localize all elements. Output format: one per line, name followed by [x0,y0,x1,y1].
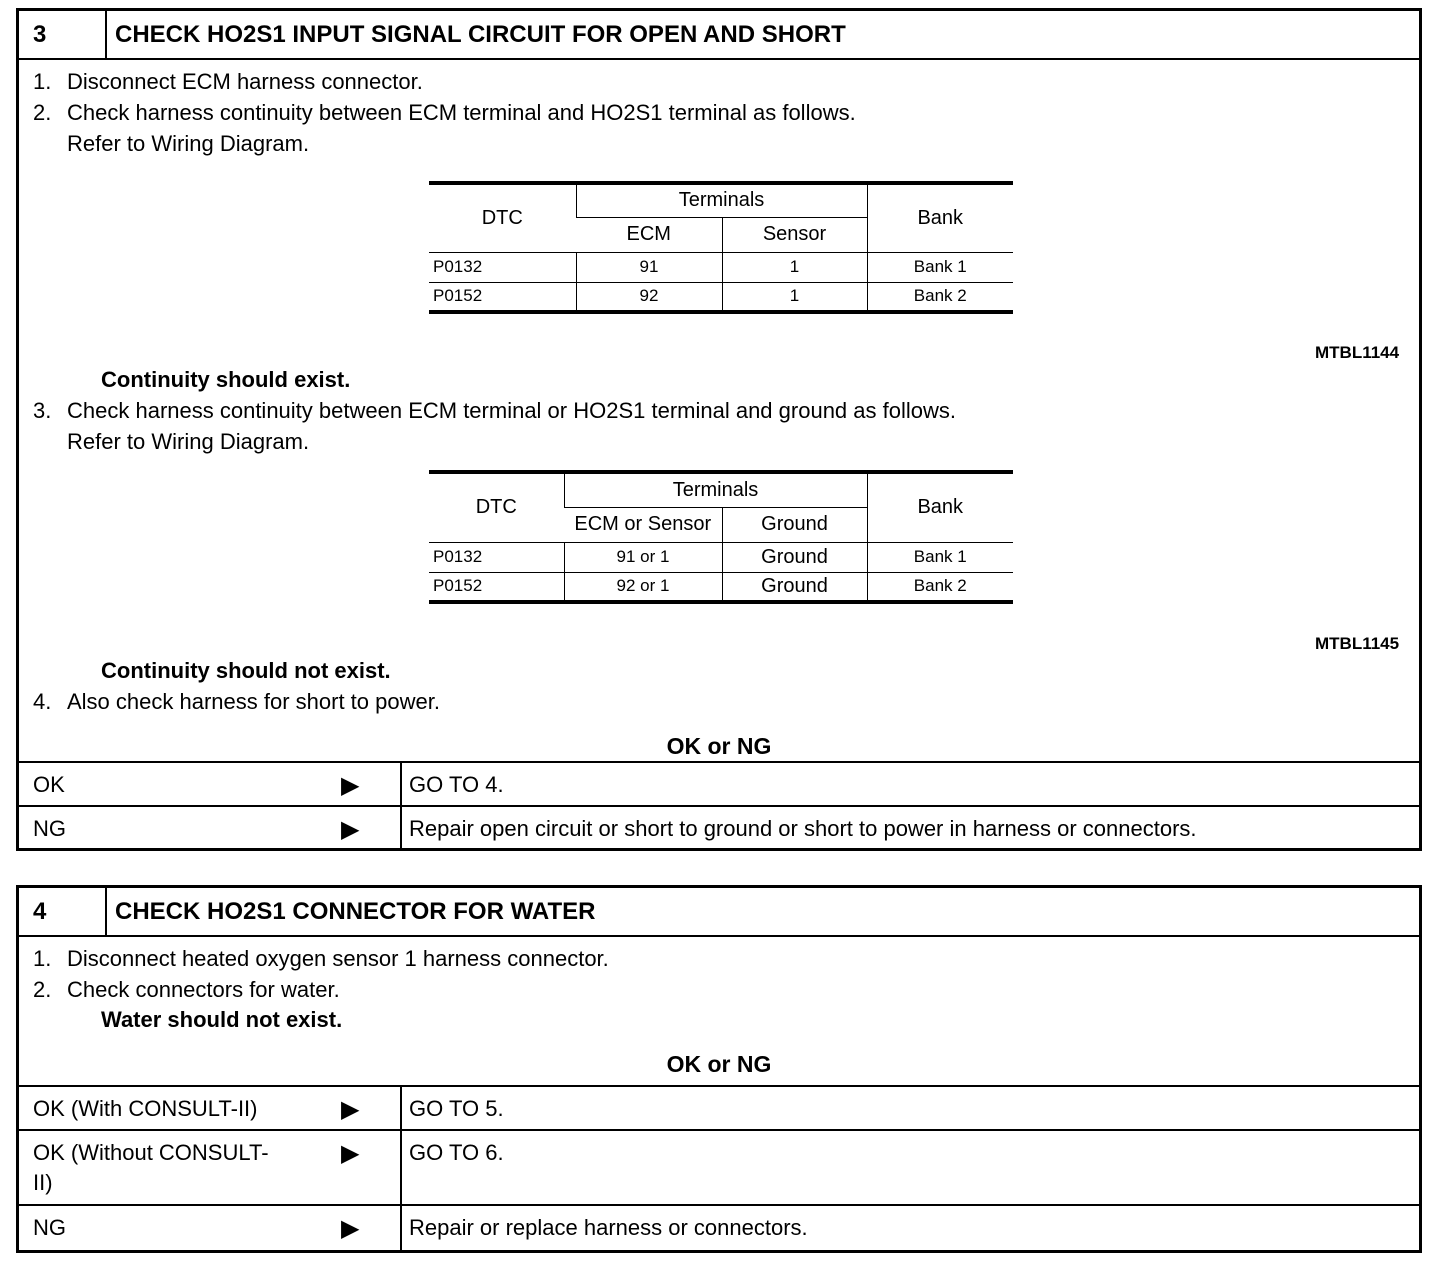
table-reference-code: MTBL1144 [1315,343,1400,362]
header-ecm-or-sensor: ECM or Sensor [564,507,722,542]
ok-or-ng-heading: OK or NG [666,1051,772,1077]
header-dtc: DTC [429,183,576,252]
result-action: GO TO 6. [409,1140,504,1165]
result-row-ok-with-consult [19,1085,1419,1129]
instruction-line: Refer to Wiring Diagram. [67,429,310,454]
arrow-icon: ▶ [341,1140,360,1167]
result-condition: OK [33,772,65,797]
step-title: CHECK HO2S1 INPUT SIGNAL CIRCUIT FOR OPEN AND SHORT [115,21,846,48]
step-4-header [19,888,1419,937]
step-number: 3 [19,11,107,58]
arrow-icon: ▶ [341,816,360,843]
step-title: CHECK HO2S1 CONNECTOR FOR WATER [115,898,596,925]
continuity-table-1 [429,181,1013,314]
result-row-ng [19,805,1419,850]
table-row: P0132 91 1 Bank 1 [429,252,1013,282]
header-ground: Ground [722,507,867,542]
step-3-box [16,8,1422,851]
step-3-header [19,11,1419,60]
result-row-ng [19,1204,1419,1250]
result-condition: OK (With CONSULT-II) [33,1096,258,1121]
instruction-line: 2. Check harness continuity between ECM terminal and HO2S1 terminal as follows. [33,100,856,125]
arrow-icon: ▶ [341,1215,360,1242]
table-row: P0132 91 or 1 Ground Bank 1 [429,542,1013,572]
header-bank: Bank [867,183,1013,252]
continuity-note: Continuity should not exist. [101,658,391,683]
header-terminals: Terminals [576,183,867,217]
header-ecm: ECM [576,217,722,252]
instruction-line: 1. Disconnect ECM harness connector. [33,69,423,94]
header-sensor: Sensor [722,217,867,252]
result-action: GO TO 5. [409,1096,504,1121]
header-dtc: DTC [429,472,564,542]
continuity-table-2 [429,470,1013,604]
result-action: Repair open circuit or short to ground or short to power in harness or connectors. [409,816,1197,841]
instruction-line: 4. Also check harness for short to power. [33,689,440,714]
result-row-ok-without-consult [19,1129,1419,1204]
instruction-line: Refer to Wiring Diagram. [67,131,310,156]
result-action: Repair or replace harness or connectors. [409,1215,808,1240]
header-bank: Bank [867,472,1013,542]
arrow-icon: ▶ [341,1096,360,1123]
continuity-note: Continuity should exist. [101,367,351,392]
instruction-line: 2. Check connectors for water. [33,977,340,1002]
step-number: 4 [19,888,107,935]
result-condition: OK (Without CONSULT- II) [33,1140,269,1195]
result-action: GO TO 4. [409,772,504,797]
table-reference-code: MTBL1145 [1315,634,1400,653]
ok-or-ng-heading: OK or NG [666,733,772,759]
instruction-line: 3. Check harness continuity between ECM terminal or HO2S1 terminal and ground as follows. [33,398,956,423]
result-condition: NG [33,816,66,841]
table-row: P0152 92 1 Bank 2 [429,282,1013,312]
result-condition: NG [33,1215,66,1240]
table-row: P0152 92 or 1 Ground Bank 2 [429,572,1013,602]
instruction-line: 1. Disconnect heated oxygen sensor 1 harness connector. [33,946,609,971]
arrow-icon: ▶ [341,772,360,799]
step-4-box [16,885,1422,1253]
result-row-ok [19,761,1419,805]
header-terminals: Terminals [564,472,867,507]
water-note: Water should not exist. [101,1007,343,1032]
